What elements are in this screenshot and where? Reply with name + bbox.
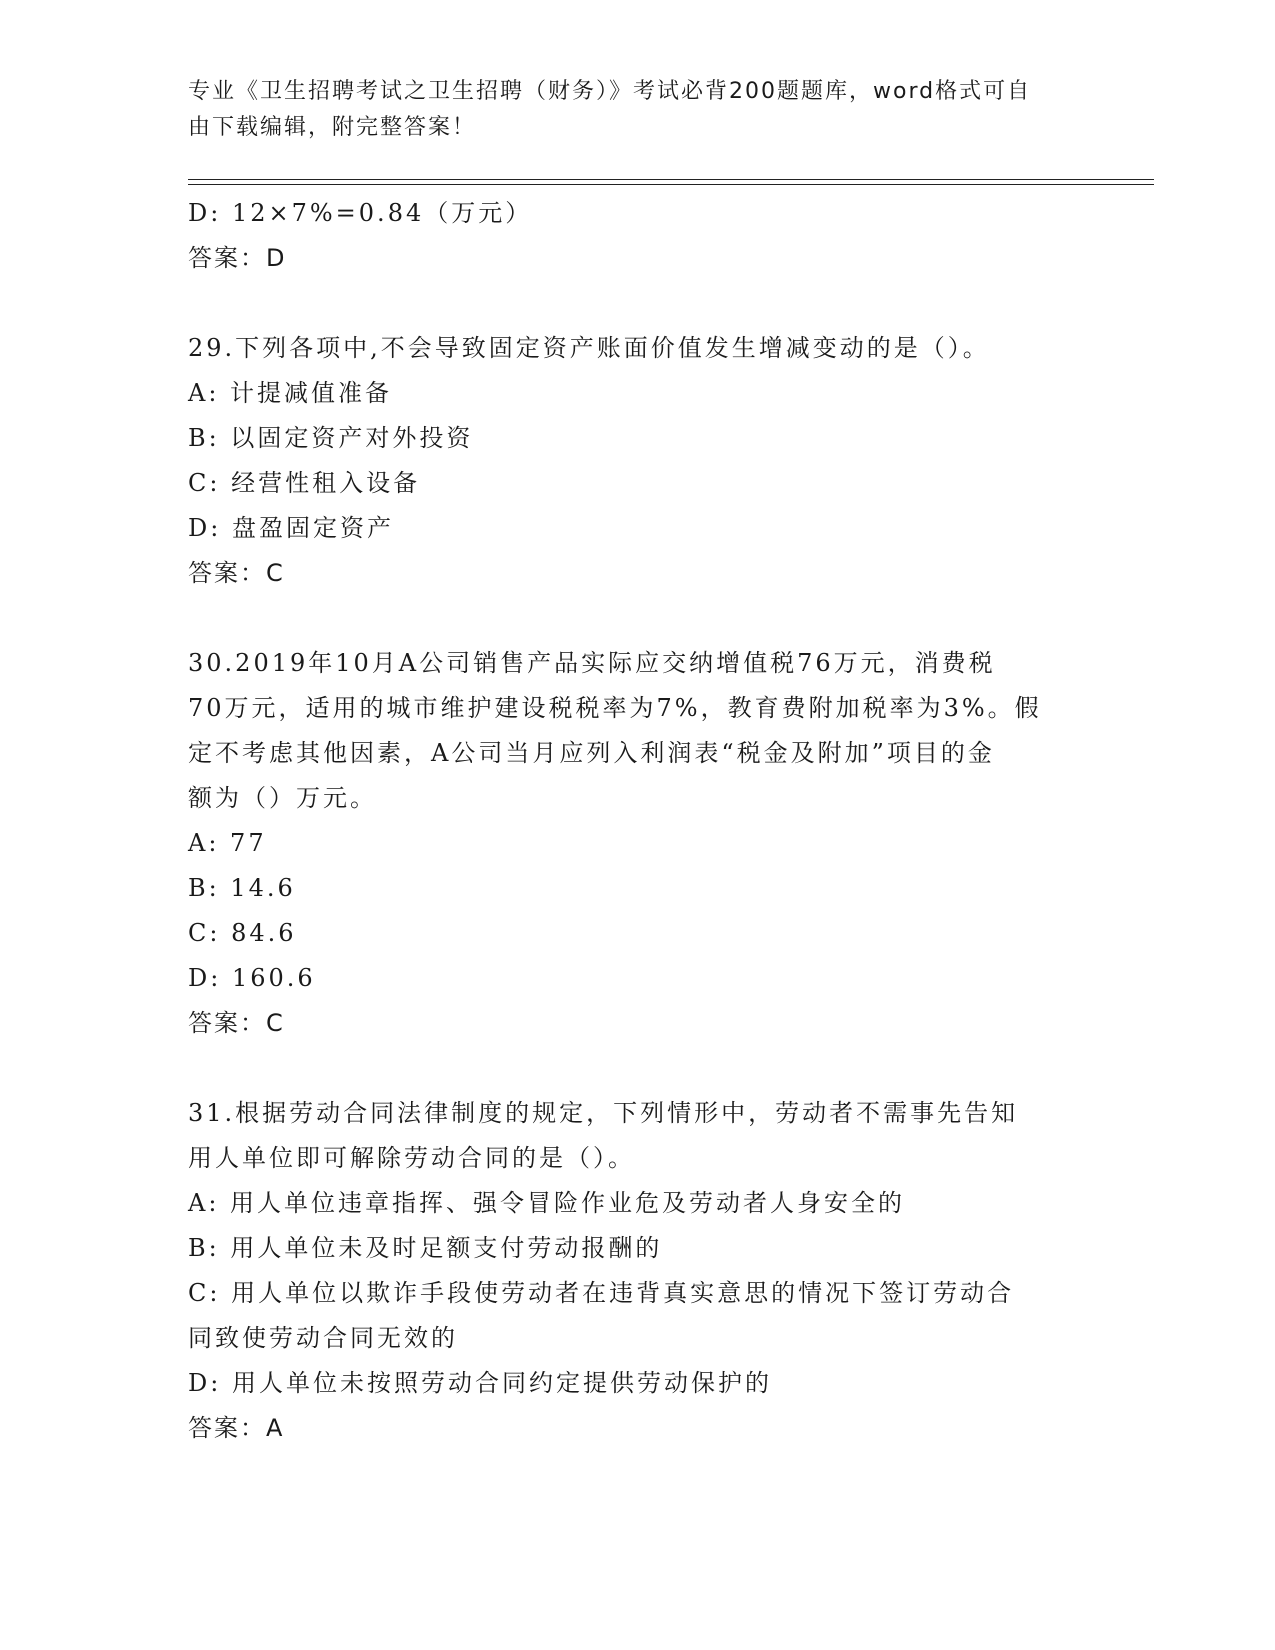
question-stem-line-2: 70万元，适用的城市维护建设税税率为7%，教育费附加税率为3%。假: [188, 694, 1042, 722]
option-d: D: 盘盈固定资产: [188, 514, 394, 542]
option-b: B: 以固定资产对外投资: [188, 424, 474, 452]
option-d: D: 160.6: [188, 964, 316, 992]
option-d: D: 12×7%=0.84（万元）: [188, 199, 533, 227]
question-stem-line-3: 定不考虑其他因素，A公司当月应列入利润表“税金及附加”项目的金: [188, 739, 995, 767]
question-stem-line-4: 额为（）万元。: [188, 784, 377, 812]
question-list: [188, 191, 1088, 1451]
answer: 答案：A: [188, 1414, 285, 1442]
question-stem-line-1: 31.根据劳动合同法律制度的规定，下列情形中，劳动者不需事先告知: [188, 1099, 1019, 1127]
answer: 答案：C: [188, 559, 285, 587]
question-31: [188, 1091, 1088, 1451]
question-stem-line-2: 用人单位即可解除劳动合同的是（）。: [188, 1144, 635, 1172]
question-30: [188, 641, 1088, 1046]
option-c: C: 经营性租入设备: [188, 469, 421, 497]
question-stem: 29.下列各项中,不会导致固定资产账面价值发生增减变动的是（）。: [188, 334, 990, 362]
answer: 答案：D: [188, 244, 287, 272]
spacer: [188, 1046, 1088, 1091]
header-line-2: 由下载编辑，附完整答案！: [188, 115, 477, 140]
option-a: A: 77: [188, 829, 267, 857]
option-b: B: 14.6: [188, 874, 296, 902]
spacer: [188, 596, 1088, 641]
spacer: [188, 281, 1088, 326]
option-a: A: 计提减值准备: [188, 379, 393, 407]
option-a: A: 用人单位违章指挥、强令冒险作业危及劳动者人身安全的: [188, 1189, 906, 1217]
header-divider-bottom: [188, 184, 1154, 185]
answer: 答案：C: [188, 1009, 285, 1037]
header-line-1: 专业《卫生招聘考试之卫生招聘（财务）》考试必背200题题库，word格式可自: [188, 79, 1032, 104]
previous-question-tail: [188, 191, 1088, 281]
option-c-line-2: 同致使劳动合同无效的: [188, 1324, 458, 1352]
document-header: [188, 74, 1068, 146]
option-b: B: 用人单位未及时足额支付劳动报酬的: [188, 1234, 663, 1262]
header-divider-top: [188, 179, 1154, 180]
option-c: C: 84.6: [188, 919, 297, 947]
question-29: [188, 326, 1088, 596]
option-d: D: 用人单位未按照劳动合同约定提供劳动保护的: [188, 1369, 772, 1397]
option-c-line-1: C: 用人单位以欺诈手段使劳动者在违背真实意思的情况下签订劳动合: [188, 1279, 1015, 1307]
question-stem-line-1: 30.2019年10月A公司销售产品实际应交纳增值税76万元，消费税: [188, 649, 996, 677]
